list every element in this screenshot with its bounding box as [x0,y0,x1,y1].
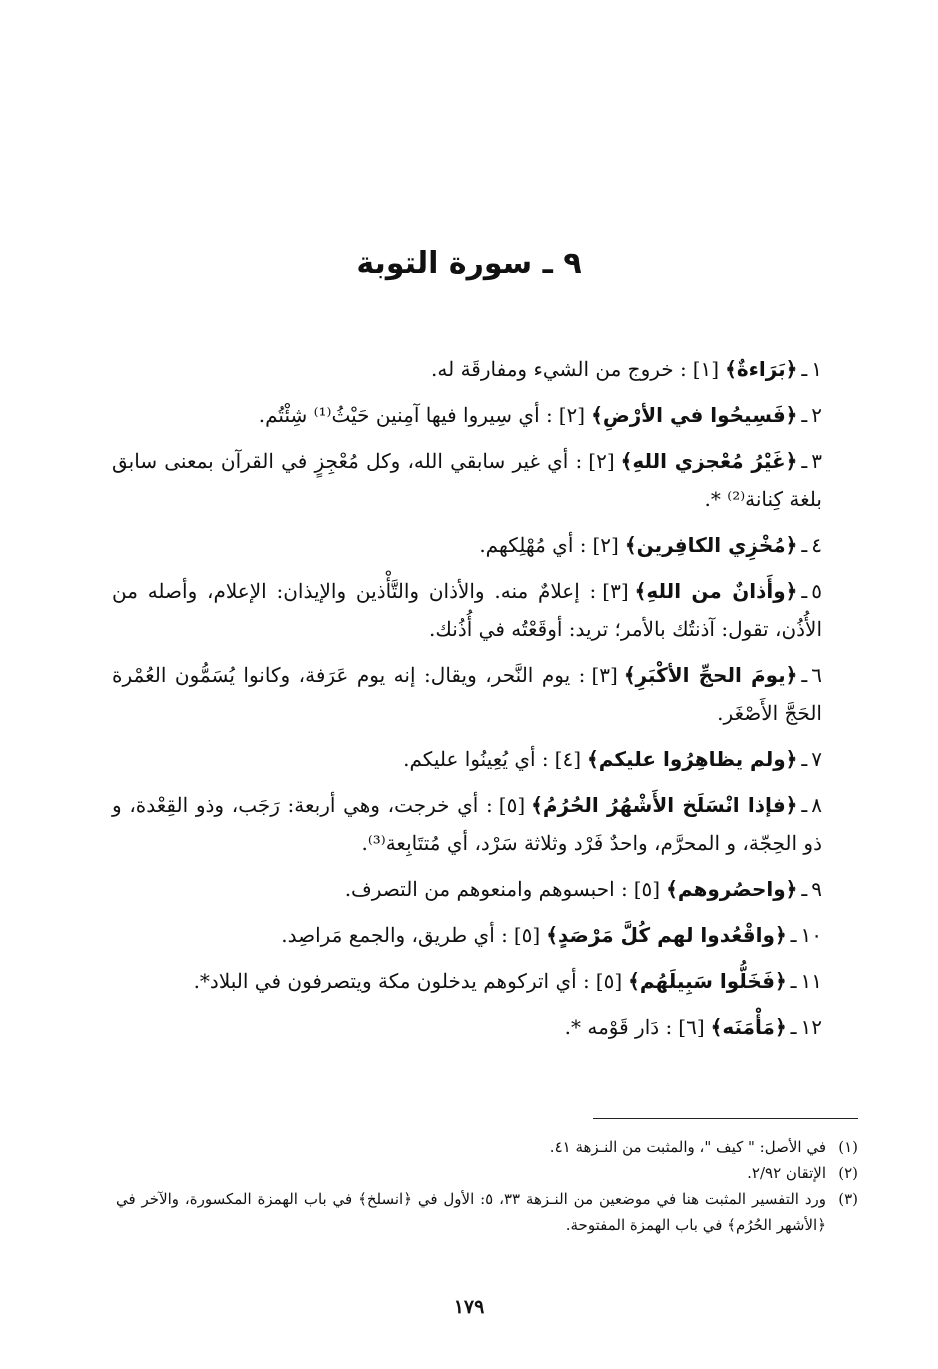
entry-definition: : أي مُهْلِكهم. [479,533,587,557]
quran-bracket-close: ﴾ [623,663,636,687]
entry-definition: : أي خرجت، وهي أربعة: رَجَب، وذو القِعْدة، و ذو الحِجّة، و المحرَّم، واحدٌ فَرْد وثلاثة سَرْد، أي مُتتَابِعة⁽³⁾. [112,793,822,855]
verse-reference: [٥] [633,877,661,901]
entry-definition: : يوم النَّحر، ويقال: إنه يوم عَرَفة، وكانوا يُسَمُّون العُمْرة الحَجَّ الأَصْغَر. [112,663,822,725]
entry-number: ١٢ [800,1015,822,1039]
verse-reference: [١] [692,357,720,381]
glossary-entry [112,740,822,778]
entry-dash: ـ [801,449,808,473]
footnote-text: الإتقان ٢/٩٢. [747,1164,826,1182]
quranic-word: ولم يظاهِرُوا عليكم [598,747,786,771]
quran-bracket-close: ﴾ [531,793,543,817]
glossary-entry [112,786,822,862]
entry-definition: : احبسوهم وامنعوهم من التصرف. [344,877,628,901]
quranic-word: وأَذانٌ من اللهِ [646,579,786,603]
entry-definition: : دَار قَوْمه *. [564,1015,673,1039]
entry-definition: : إعلامٌ منه. والأذان والتَّأْذين والإيذان: الإعلام، وأصله من الأُذُن، تقول: آذنتُك بالأمر؛ تريد: أوقَعْتُه في أُذُنك. [112,579,822,641]
entry-dash: ـ [790,969,797,993]
entry-number: ٧ [811,747,822,771]
quran-bracket-open: ﴿ [774,1015,787,1039]
quran-bracket-open: ﴿ [785,579,798,603]
entry-number: ٩ [811,877,822,901]
entry-dash: ـ [801,663,808,687]
verse-reference: [٦] [678,1015,705,1039]
entry-dash: ـ [801,533,808,557]
quran-bracket-close: ﴾ [546,923,558,947]
footnote [116,1186,858,1238]
verse-reference: [٥] [498,793,526,817]
quranic-word: واحصُروهم [677,877,786,901]
quran-bracket-open: ﴿ [774,969,787,993]
quranic-word: بَرَاءةٌ [736,357,786,381]
quran-bracket-close: ﴾ [666,877,678,901]
glossary-entry [112,656,822,732]
verse-reference: [٣] [591,663,618,687]
verse-reference: [٢] [558,403,586,427]
footnote [116,1134,858,1160]
verse-reference: [٢] [588,449,615,473]
entry-dash: ـ [801,793,808,817]
quranic-word: واقْعُدوا لهم كُلَّ مَرْصَدٍ [557,923,775,947]
quranic-word: فإذا انْسَلَخ الأَشْهُرُ الحُرُمُ [542,793,786,817]
quranic-word: فَخَلُّوا سَبِيلَهُم [639,969,775,993]
quranic-word: مَأْمَنَه [722,1015,775,1039]
quran-bracket-close: ﴾ [628,969,640,993]
quran-bracket-open: ﴿ [785,663,798,687]
page-number: ١٧٩ [453,1296,485,1318]
entry-dash: ـ [801,403,808,427]
footnote [116,1160,858,1186]
entry-dash: ـ [801,579,808,603]
surah-title: ٩ ـ سورة التوبة [356,246,582,281]
footnote-divider [593,1118,858,1119]
glossary-entry [112,1008,822,1046]
entry-definition: : أي يُعِينُوا عليكم. [403,747,549,771]
footnotes [116,1134,858,1238]
glossary-entry [112,572,822,648]
glossary-entry [112,526,822,564]
glossary-entries [112,350,822,1054]
quran-bracket-open: ﴿ [785,747,798,771]
entry-definition: : أي غير سابقي الله، وكل مُعْجِزٍ في القرآن بمعنى سابق بلغة كِنانة⁽²⁾ *. [112,449,822,511]
footnote-text: في الأصل: " كيف "، والمثبت من النـزهة ٤١. [549,1138,826,1156]
quran-bracket-open: ﴿ [785,403,798,427]
entry-number: ٦ [811,663,822,687]
entry-definition: : خروج من الشيء ومفارقَة له. [431,357,687,381]
verse-reference: [٣] [602,579,629,603]
verse-reference: [٤] [554,747,581,771]
verse-reference: [٥] [595,969,623,993]
entry-number: ٣ [811,449,822,473]
quran-bracket-close: ﴾ [634,579,647,603]
quran-bracket-open: ﴿ [774,923,787,947]
footnote-number: (٣) [838,1190,858,1208]
quran-bracket-close: ﴾ [620,449,633,473]
quran-bracket-open: ﴿ [785,793,798,817]
footnote-number: (١) [838,1138,858,1156]
quran-bracket-close: ﴾ [591,403,603,427]
entry-dash: ـ [790,1015,797,1039]
entry-dash: ـ [790,923,797,947]
entry-definition: : أي سِيروا فيها آمِنين حَيْثُ⁽¹⁾ شِئْتُم. [258,403,553,427]
glossary-entry [112,962,822,1000]
entry-dash: ـ [801,747,808,771]
entry-definition: : أي اتركوهم يدخلون مكة ويتصرفون في البلاد*. [193,969,590,993]
quranic-word: مُخْزِي الكافِرين [636,533,786,557]
footnote-number: (٢) [838,1164,858,1182]
quran-bracket-close: ﴾ [725,357,737,381]
entry-number: ١١ [800,969,822,993]
quran-bracket-close: ﴾ [587,747,599,771]
glossary-entry [112,442,822,518]
quran-bracket-open: ﴿ [785,449,798,473]
entry-number: ٤ [811,533,822,557]
entry-number: ١ [811,357,822,381]
verse-reference: [٥] [513,923,541,947]
quran-bracket-open: ﴿ [785,533,798,557]
entry-definition: : أي طريق، والجمع مَراصِد. [281,923,508,947]
quran-bracket-close: ﴾ [710,1015,723,1039]
footnote-text: ورد التفسير المثبت هنا في موضعين من النـزهة ٣٣، ٥: الأول في ﴿انسلخ﴾ في باب الهمزة المكسورة، والآخر في ﴿الأشهر الحُرُم﴾ في باب الهمزة المفتوحة. [116,1190,826,1234]
quranic-word: فَسِيحُوا في الأرْضِ [602,403,786,427]
quran-bracket-open: ﴿ [785,877,798,901]
entry-number: ٢ [811,403,822,427]
quranic-word: يومَ الحجِّ الأكْبَرِ [635,663,786,687]
quranic-word: غَيْرُ مُعْجزي اللهِ [632,449,786,473]
glossary-entry [112,916,822,954]
entry-number: ١٠ [800,923,822,947]
entry-number: ٨ [811,793,822,817]
glossary-entry [112,396,822,434]
entry-dash: ـ [801,357,808,381]
entry-dash: ـ [801,877,808,901]
quran-bracket-open: ﴿ [785,357,798,381]
glossary-entry [112,870,822,908]
quran-bracket-close: ﴾ [624,533,637,557]
glossary-entry [112,350,822,388]
verse-reference: [٢] [592,533,619,557]
entry-number: ٥ [811,579,822,603]
